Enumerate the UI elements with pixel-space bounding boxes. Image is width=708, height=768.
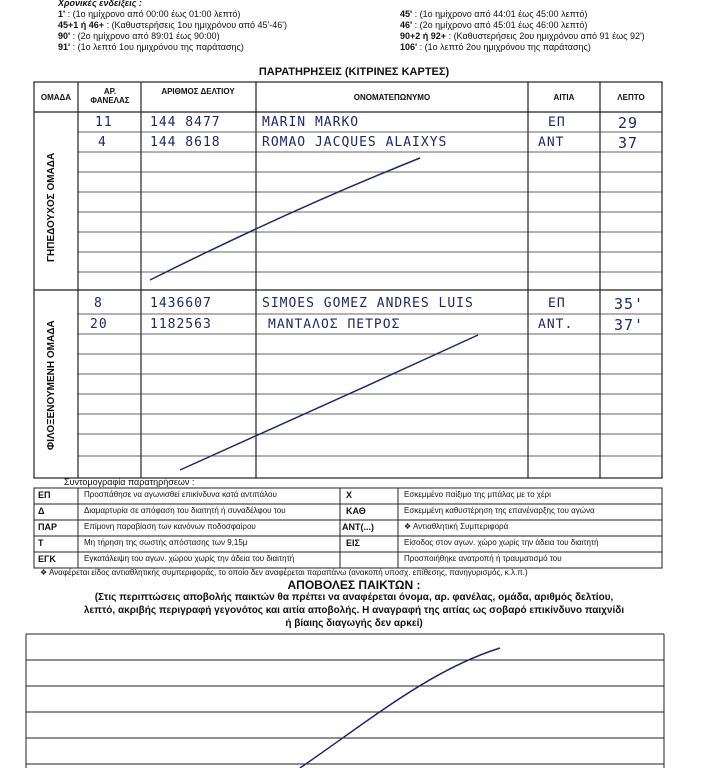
home-row-1-name: MARIN MARKO (262, 115, 360, 130)
abbrev-code: Δ (38, 506, 45, 516)
col-reason: ΑΙΤΙΑ (553, 93, 575, 102)
dismissals-title: ΑΠΟΒΟΛΕΣ ΠΑΙΚΤΩΝ : (287, 578, 421, 592)
abbrev-text: Προσπάθησε να αγωνισθεί επικίνδυνα κατά αντιπάλου (84, 490, 277, 499)
abbrev-heading: Συντομογραφία παρατηρήσεων : (64, 477, 195, 487)
time-note: 106' : (1ο λεπτό 2ου ημιχρόνου της παράτασης) (400, 42, 591, 52)
remarks-title: ΠΑΡΑΤΗΡΗΣΕΙΣ (ΚΙΤΡΙΝΕΣ ΚΑΡΤΕΣ) (258, 66, 450, 78)
home-row-2-reason: ΑΝΤ (538, 135, 565, 150)
time-note: 90' : (2ο ημίχρονο από 89:01 έως 90:00) (58, 31, 220, 41)
abbrev-text: ❖ Αντιαθλητική Συμπεριφορά (404, 522, 509, 531)
away-row-1-card: 1436607 (150, 296, 212, 311)
abbrev-text: Επίμονη παραβίαση των κανόνων ποδοσφαίρου (84, 522, 256, 531)
time-notes-heading: Χρονικές ενδείξεις : (58, 0, 142, 8)
abbrev-text: Εγκατάλειψη του αγων. χώρου χωρίς την άδεια του διαιτητή (84, 554, 295, 563)
time-note: 46' : (2ο ημίχρονο από 45:01 έως 46:00 λεπτό) (400, 20, 588, 30)
away-row-2-card: 1182563 (150, 317, 212, 332)
abbrev-text: Εσκεμμένη καθυστέρηση της επανέναρξης του αγώνα (404, 506, 595, 515)
away-row-2-reason: ΑΝΤ. (538, 317, 574, 332)
col-name: ΟΝΟΜΑΤΕΠΩΝΥΜΟ (353, 93, 431, 102)
away-row-1-minute: 35' (614, 295, 645, 313)
col-jersey: ΑΡ. ΦΑΝΕΛΑΣ (90, 87, 130, 105)
abbrev-code: ΚΑΘ (346, 506, 366, 516)
home-team-label: ΓΗΠΕΔΟΥΧΟΣ ΟΜΑΔΑ (46, 152, 57, 262)
away-row-1-name: SIMOES GOMEZ ANDRES LUIS (262, 296, 474, 311)
away-row-1-reason: ΕΠ (548, 296, 566, 311)
home-strike-line (150, 158, 420, 280)
home-row-2-card: 144 8618 (150, 135, 221, 150)
time-note: 90+2 ή 92+ : (Καθυστερήσεις 2ου ημιχρόνου από 91 έως 92') (400, 31, 645, 41)
away-row-1-jersey: 8 (94, 296, 103, 311)
abbrev-code: ΕΙΣ (346, 538, 360, 548)
dismissals-note: (Στις περιπτώσεις αποβολής παικτών θα πρέπει να αναφέρεται όνομα, αρ. φανέλας, ομάδα, αριθμός δελτίου, λεπτό, ακριβής περιγραφή γεγονότος και αιτία αποβολής. Η αναγραφή της αιτίας ως σοβαρό επικίνδυνο παιχνίδι ή βίαιης διαγωγής δεν αρκεί) (83, 592, 625, 629)
abbrev-text: Διαμαρτυρία σε απόφαση του διαιτητή ή συναδέλφου του (84, 506, 286, 515)
abbrev-code: ΕΓΚ (38, 554, 56, 564)
home-row-2-name: ROMAO JACQUES ALAIXYS (262, 135, 448, 150)
home-row-2-jersey: 4 (98, 135, 107, 150)
abbrev-text: Προσποιήθηκε ανατροπή ή τραυματισμό του (404, 554, 562, 563)
abbrev-text: Μη τήρηση της σωστής απόστασης των 9,15μ (84, 538, 248, 547)
abbrev-code: Χ (346, 490, 353, 500)
home-row-1-card: 144 8477 (150, 115, 221, 130)
abbrev-footnote: ❖ Αναφέρεται είδος αντιαθλητικής συμπεριφοράς, το οποίο δεν αναφέρεται παραπάνω (ανακοπή υποσχ. επίθεσης, πανηγυρισμός, κ.λ.π.) (40, 568, 528, 577)
abbrev-code: ΑΝΤ(...) (342, 522, 374, 532)
away-row-2-name: ΜΑΝΤΑΛΟΣ ΠΕΤΡΟΣ (268, 317, 401, 332)
col-minute: ΛΕΠΤΟ (617, 93, 645, 102)
time-note: 91' : (1ο λεπτό 1ου ημιχρόνου της παράτασης) (58, 42, 244, 52)
away-row-2-minute: 37' (614, 316, 645, 334)
abbrev-code: ΕΠ (38, 490, 51, 500)
home-row-1-minute: 29 (618, 114, 639, 132)
col-card-no: ΑΡΙΘΜΟΣ ΔΕΛΤΙΟΥ (161, 87, 235, 96)
time-note: 1' : (1ο ημίχρονο από 00:00 έως 01:00 λεπτό) (58, 9, 241, 19)
away-row-2-jersey: 20 (90, 317, 108, 332)
time-note: 45+1 ή 46+ : (Καθυστερήσεις 1ου ημιχρόνου από 45'-46') (58, 20, 288, 30)
abbrev-code: ΠΑΡ (38, 522, 58, 532)
away-team-label: ΦΙΛΟΞΕΝΟΥΜΕΝΗ ΟΜΑΔΑ (46, 320, 57, 450)
home-row-1-jersey: 11 (95, 115, 113, 130)
abbrev-text: Εσκεμμένο παίξιμο της μπάλας με το χέρι (404, 490, 551, 499)
home-row-2-minute: 37 (618, 134, 639, 152)
away-strike-line (180, 335, 478, 470)
home-row-1-reason: ΕΠ (548, 115, 566, 130)
time-note: 45' : (1ο ημίχρονο από 44:01 έως 45:00 λεπτό) (400, 9, 588, 19)
dismissal-strike-line (300, 648, 500, 768)
abbrev-text: Είσοδος στον αγων. χώρο χωρίς την άδεια του διαιτητή (404, 538, 599, 547)
abbrev-code: Τ (38, 538, 44, 548)
col-team: ΟΜΑΔΑ (40, 93, 72, 102)
